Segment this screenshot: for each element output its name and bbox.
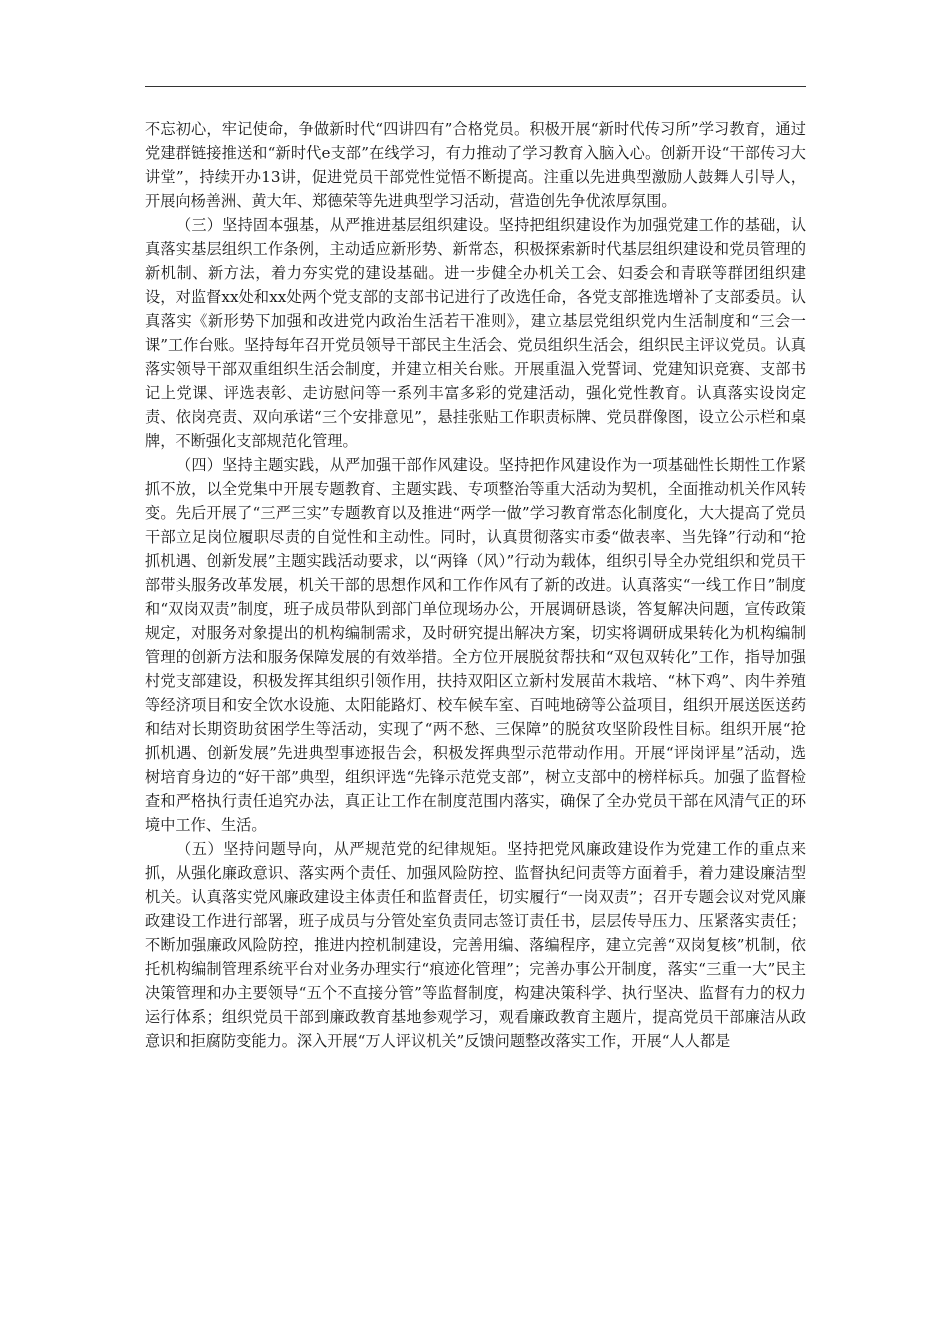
document-body (145, 117, 806, 1053)
paragraph-section-4: （四）坚持主题实践，从严加强干部作风建设。坚持把作风建设作为一项基础性长期性工作紧抓不放，以全党集中开展专题教育、主题实践、专项整治等重大活动为契机，全面推动机关作风转变。先后开展了“三严三实”专题教育以及推进“两学一做”学习教育常态化制度化，大大提高了党员干部立足岗位履职尽责的自觉性和主动性。同时，认真贯彻落实市委“做表率、当先锋”行动和“抢抓机遇、创新发展”主题实践活动要求，以“两锋（风）”行动为载体，组织引导全办党组织和党员干部带头服务改革发展，机关干部的思想作风和工作作风有了新的改进。认真落实“一线工作日”制度和“双岗双责”制度，班子成员带队到部门单位现场办公，开展调研恳谈，答复解决问题，宣传政策规定，对服务对象提出的机构编制需求，及时研究提出解决方案，切实将调研成果转化为机构编制管理的创新方法和服务保障发展的有效举措。全方位开展脱贫帮扶和“双包双转化”工作，指导加强村党支部建设，积极发挥其组织引领作用，扶持双阳区立新村发展苗木栽培、“林下鸡”、肉牛养殖等经济项目和安全饮水设施、太阳能路灯、校车候车室、百吨地磅等公益项目，组织开展送医送药和结对长期资助贫困学生等活动，实现了“两不愁、三保障”的脱贫攻坚阶段性目标。组织开展“抢抓机遇、创新发展”先进典型事迹报告会，积极发挥典型示范带动作用。开展“评岗评星”活动，选树培育身边的“好干部”典型，组织评选“先锋示范党支部”，树立支部中的榜样标兵。加强了监督检查和严格执行责任追究办法，真正让工作在制度范围内落实，确保了全办党员干部在风清气正的环境中工作、生活。 (145, 456, 806, 834)
header-rule (145, 86, 806, 87)
paragraph-continuation: 不忘初心，牢记使命，争做新时代“四讲四有”合格党员。积极开展“新时代传习所”学习教育，通过党建群链接推送和“新时代e支部”在线学习，有力推动了学习教育入脑入心。创新开设“干部传习大讲堂”，持续开办13讲，促进党员干部党性觉悟不断提高。注重以先进典型激励人鼓舞人引导人，开展向杨善洲、黄大年、郑德荣等先进典型学习活动，营造创先争优浓厚氛围。 (145, 120, 806, 210)
paragraph-section-3: （三）坚持固本强基，从严推进基层组织建设。坚持把组织建设作为加强党建工作的基础，认真落实基层组织工作条例，主动适应新形势、新常态，积极探索新时代基层组织建设和党员管理的新机制、新方法，着力夯实党的建设基础。进一步健全办机关工会、妇委会和青联等群团组织建设，对监督xx处和xx处两个党支部的支部书记进行了改选任命，各党支部推选增补了支部委员。认真落实《新形势下加强和改进党内政治生活若干准则》，建立基层党组织党内生活制度和“三会一课”工作台账。坚持每年召开党员领导干部民主生活会、党员组织生活会，组织民主评议党员。认真落实领导干部双重组织生活会制度，并建立相关台账。开展重温入党誓词、党建知识竞赛、支部书记上党课、评选表彰、走访慰问等一系列丰富多彩的党建活动，强化党性教育。认真落实设岗定责、依岗亮责、双向承诺“三个安排意见”，悬挂张贴工作职责标牌、党员群像图，设立公示栏和桌牌，不断强化支部规范化管理。 (145, 216, 806, 450)
paragraph-section-5: （五）坚持问题导向，从严规范党的纪律规矩。坚持把党风廉政建设作为党建工作的重点来抓，从强化廉政意识、落实两个责任、加强风险防控、监督执纪问责等方面着手，着力建设廉洁型机关。认真落实党风廉政建设主体责任和监督责任，切实履行“一岗双责”；召开专题会议对党风廉政建设工作进行部署，班子成员与分管处室负责同志签订责任书，层层传导压力、压紧落实责任；不断加强廉政风险防控，推进内控机制建设，完善用编、落编程序，建立完善“双岗复核”机制，依托机构编制管理系统平台对业务办理实行“痕迹化管理”；完善办事公开制度，落实“三重一大”民主决策管理和办主要领导“五个不直接分管”等监督制度，构建决策科学、执行坚决、监督有力的权力运行体系；组织党员干部到廉政教育基地参观学习，观看廉政教育主题片，提高党员干部廉洁从政意识和拒腐防变能力。深入开展“万人评议机关”反馈问题整改落实工作，开展“人人都是 (145, 840, 806, 1050)
